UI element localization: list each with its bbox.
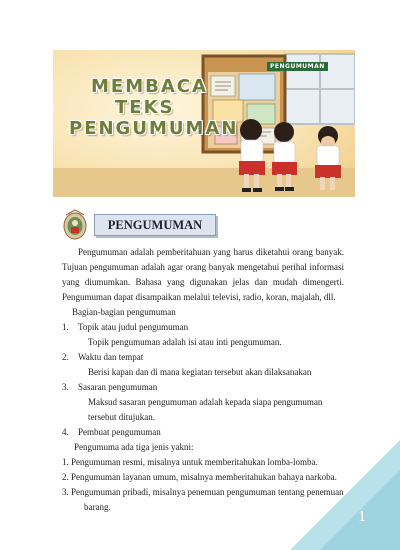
list-item-title: Waktu dan tempat (78, 352, 144, 362)
section-heading: PENGUMUMAN (94, 214, 216, 236)
list-item (62, 380, 344, 425)
list-item (62, 320, 344, 350)
type-item-continuation: barang. (84, 502, 111, 512)
list-item-number: 4. (62, 427, 69, 437)
page-number: 1 (358, 508, 366, 525)
list-item-title: Sasaran pengumuman (78, 382, 158, 392)
list-item-number: 1. (62, 322, 69, 332)
chapter-title-line-2: TEKS (115, 97, 175, 118)
list-item-number: 3. (62, 382, 69, 392)
list-item-description: Topik pengumuman adalah isi atau inti pengumuman. (88, 337, 282, 347)
chapter-title-line-3: PENGUMUMAN (69, 118, 239, 139)
list-item (62, 350, 344, 380)
type-item: 2. Pengumuman layanan umum, misalnya memberitahukan bahaya narkoba. (62, 472, 337, 482)
parts-heading: Bagian-bagian pengumuman (72, 307, 176, 317)
section-badge-icon (62, 209, 88, 241)
types-heading: Pengumuma ada tiga jenis yakni: (74, 442, 194, 452)
notice-board-caption: PENGUMUMAN (267, 62, 328, 71)
list-item-number: 2. (62, 352, 69, 362)
type-item: 1. Pengumuman resmi, misalnya untuk memberitahukan lomba-lomba. (62, 457, 318, 467)
chapter-title-line-1: MEMBACA (91, 76, 208, 97)
type-item: 3. Pengumuman pribadi, misalnya penemuan pengumuman tentang penemuan (62, 487, 344, 497)
corner-decoration (290, 440, 400, 550)
list-item (62, 425, 344, 440)
header-illustration (53, 50, 355, 197)
list-item-description: Maksud sasaran pengumuman adalah kepada siapa pengumuman tersebut ditujukan. (88, 397, 323, 422)
list-item-title: Topik atau judul pengumuman (78, 322, 189, 332)
parts-list (62, 320, 344, 440)
chapter-title (69, 76, 249, 139)
intro-paragraph: Pengumuman adalah pemberitahuan yang harus diketahui orang banyak. Tujuan pengumuman adalah agar orang banyak mengetahui perihal informasi yang diumumkan. Bahasa yang digunakan jelas dan mudah dimengerti. Pengumuman dapat disampaikan melalui televisi, radio, koran, majalah, dll. (62, 247, 344, 302)
list-item-title: Pembuat pengumuman (78, 427, 161, 437)
list-item-description: Berisi kapan dan di mana kegiatan tersebut akan dilaksanakan (88, 367, 312, 377)
